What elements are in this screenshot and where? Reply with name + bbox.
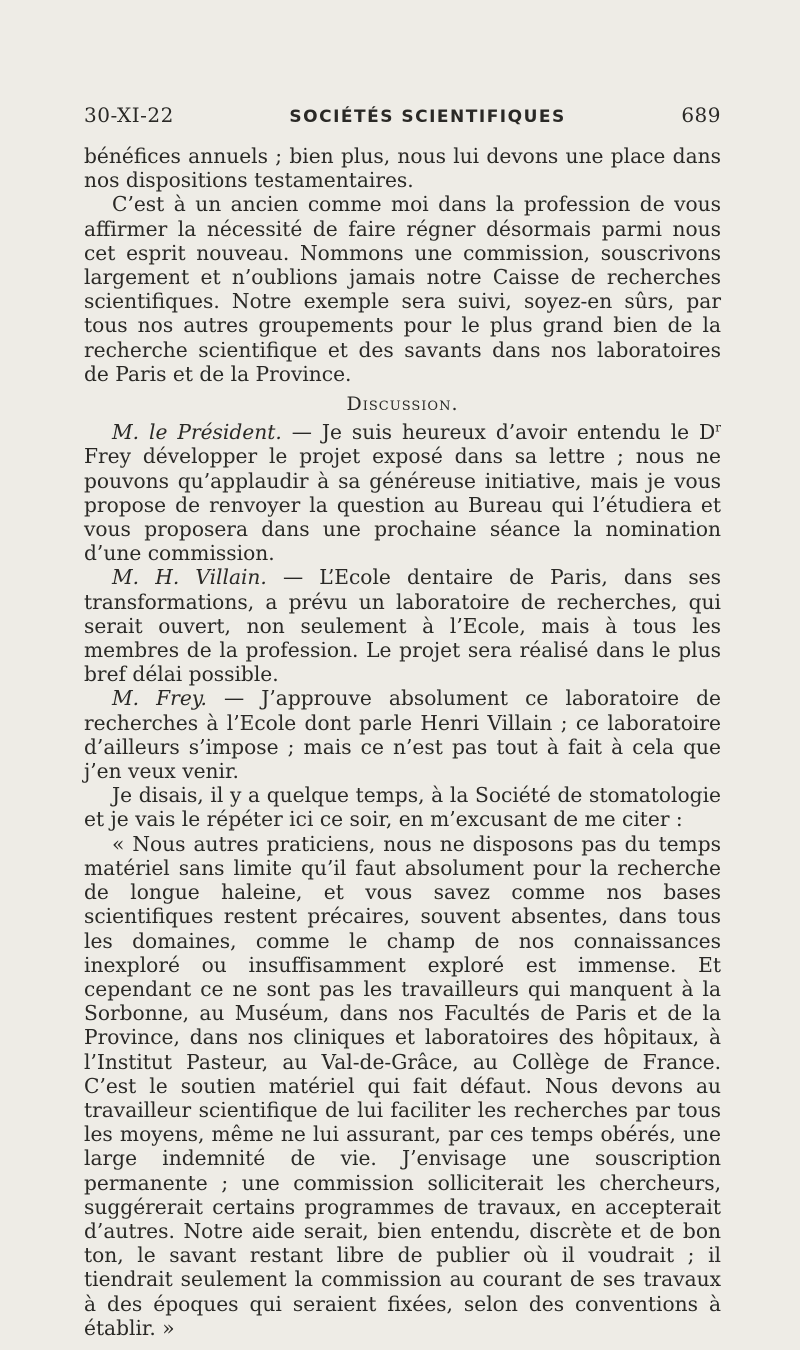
header-date: 30-XI-22 — [84, 103, 174, 127]
frey-text: — J’approuve absolument ce laboratoire de recherches à l’Ecole dont parle Henri Villain ; ce laboratoire d’ailleurs s’impose ; mais ce n’est pas tout à fait à cela que j’en veux venir. — [84, 686, 721, 784]
paragraph-president — [84, 420, 721, 565]
header-title: SOCIÉTÉS SCIENTIFIQUES — [289, 107, 566, 127]
villain-text: — L’Ecole dentaire de Paris, dans ses transformations, a prévu un laboratoire de recherches, qui serait ouvert, non seulement à l’Ecole, mais à tous les membres de la profession. Le projet sera réalisé dans le plus bref délai possible. — [84, 565, 721, 687]
paragraph-villain — [84, 565, 721, 686]
doctor-superscript: r — [715, 420, 721, 435]
paragraph-2: C’est à un ancien comme moi dans la profession de vous affirmer la nécessité de faire régner désormais parmi nous cet esprit nouveau. Nommons une commission, souscrivons largement et n’oublions jamais notre Caisse de recherches scientifiques. Notre exemple sera suivi, soyez-en sûrs, par tous nos autres groupements pour le plus grand bien de la recherche scientifique et des savants dans nos laboratoires de Paris et de la Province. — [84, 192, 721, 386]
president-text-a: — Je suis heureux d’avoir entendu le D — [281, 420, 716, 445]
body-text — [84, 144, 721, 1340]
paragraph-quote: « Nous autres praticiens, nous ne disposons pas du temps matériel sans limite qu’il faut absolument pour la recherche de longue haleine, et vous savez comme nos bases scientifiques restent précaires, souvent absentes, dans tous les domaines, comme le champ de nos connaissances inexploré ou insuffisamment exploré est immense. Et cependant ce ne sont pas les travailleurs qui manquent à la Sorbonne, au Muséum, dans nos Facultés de Paris et de la Province, dans nos cliniques et laboratoires des hôpitaux, à l’Institut Pasteur, au Val-de-Grâce, au Collège de France. C’est le soutien matériel qui fait défaut. Nous devons au travailleur scientifique de lui faciliter les recherches par tous les moyens, même ne lui assurant, par ces temps obérés, une large indemnité de vie. J’envisage une souscription permanente ; une commission solliciterait les chercheurs, suggérerait certains programmes de travaux, en accepterait d’autres. Notre aide serait, bien entendu, discrète et de bon ton, le savant restant libre de publier où il voudrait ; il tiendrait seulement la commission au courant de ses travaux à des époques qui seraient fixées, selon des conventions à établir. » — [84, 831, 721, 1340]
page-number: 689 — [681, 103, 721, 127]
paragraph-frey — [84, 686, 721, 783]
speaker-villain: M. H. Villain. — [112, 565, 267, 590]
paragraph-6: Je disais, il y a quelque temps, à la Société de stomatologie et je vais le répéter ici ce soir, en m’excusant de me citer : — [84, 783, 721, 832]
speaker-president: M. le Président. — [112, 420, 282, 445]
section-heading-discussion: Discussion. — [346, 393, 459, 416]
paragraph-1: bénéfices annuels ; bien plus, nous lui devons une place dans nos dispositions testamentaires. — [84, 144, 721, 193]
running-header — [84, 103, 721, 133]
speaker-frey: M. Frey. — [112, 686, 207, 711]
president-text-b: Frey développer le projet exposé dans sa lettre ; nous ne pouvons qu’applaudir à sa généreuse initiative, mais je vous propose de renvoyer la question au Bureau qui l’étudiera et vous proposera dans une prochaine séance la nomination d’une commission. — [84, 444, 721, 566]
